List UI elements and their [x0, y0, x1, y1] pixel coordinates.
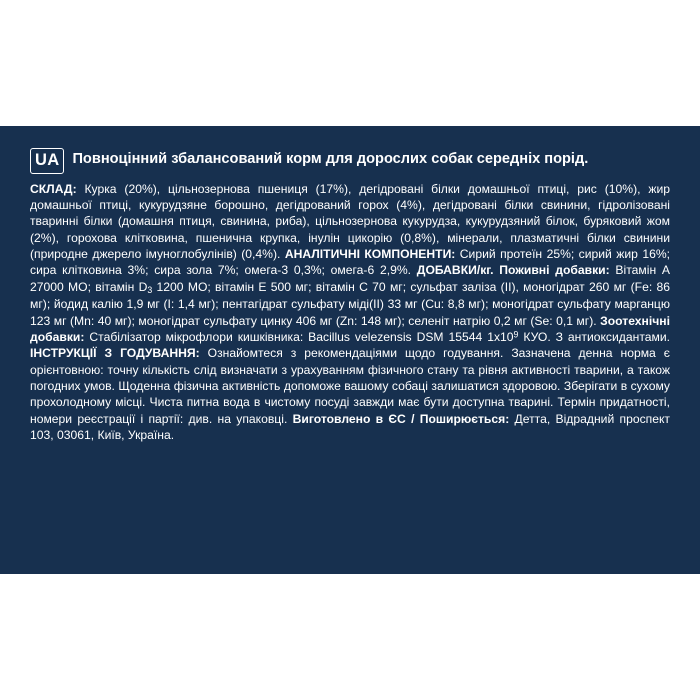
feeding-instructions-text: Ознайомтеся з рекомендаціями щодо годування. Зазначена денна норма є орієнтовною: точну кількість слід визначати з урахуванням фізичного стану та рівня активності тварини, а також погодних умов. Щоденна фізична активність допоможе вашому собаці залишатися здоровою. Зберігати в сухому прохолодному місці. Чиста питна вода в чистому посуді завжди має бути доступна тварині. Термін придатності, номери реєстрації і партії: див. на упаковці.: [30, 346, 670, 426]
feeding-instructions-heading: ІНСТРУКЦІЇ З ГОДУВАННЯ:: [30, 346, 200, 361]
nutritional-additives-text: Вітамін А 27000 МО; вітамін D: [30, 263, 671, 294]
analytical-text: Сирий протеїн 25%; сирий жир 16%; сира клітковина 3%; сира зола 7%; омега-3 0,3%; омега-6 2,9%.: [30, 246, 671, 278]
language-badge: UA: [30, 148, 64, 174]
cfu-exponent: 9: [513, 329, 519, 340]
composition-heading: СКЛАД:: [30, 181, 77, 196]
page-title: Повноцінний збалансований корм для дорослих собак середніх порід.: [72, 151, 589, 167]
zootechnical-additives-heading: Зоотехнічні добавки:: [30, 313, 670, 344]
manufacturer-text: Детта, Відрадний проспект 103, 03061, Київ, Україна.: [30, 411, 670, 442]
vitamin-d3-subscript: 3: [147, 284, 153, 295]
nutritional-additives-heading: Поживні добавки:: [499, 263, 610, 278]
label-paragraph: [30, 181, 670, 444]
label-body-text: [30, 181, 670, 444]
zootechnical-additives-text-cont: КУО. З антиоксидантами.: [518, 329, 670, 344]
analytical-heading: АНАЛІТИЧНІ КОМПОНЕНТИ:: [284, 246, 456, 261]
nutrition-label-panel: [0, 126, 700, 574]
nutritional-additives-text-cont: 1200 МО; вітамін Е 500 мг; вітамін С 70 мг; сульфат заліза (ІІ), моногідрат 260 мг (Fe: 86 мг); йодид калію 1,9 мг (I: 1,4 мг); пентагідрат сульфату міді(II) 33 мг (Cu: 8,8 мг); моногідрат сульфату марганцю 123 мг (Mn: 40 мг); моногідрат сульфату цинку 406 мг (Zn: 148 мг); селеніт натрію 0,2 мг (Se: 0,1 мг).: [30, 279, 670, 328]
additives-heading: ДОБАВКИ/кг.: [416, 263, 494, 278]
composition-text: Курка (20%), цільнозернова пшениця (17%), дегідровані білки домашньої птиці, рис (10%), жир домашньої птиці, кукурудзяне борошно, дегідрований горох (4%), дегідровані білки свинини, гідролізовані тваринні білки (домашня птиця, свинина, риба), цільнозернова кукурудза, кукурудзяний білок, буряковий жом (2%), горохова клітковина, пшенична крупка, інулін цикорію (0,8%), мінерали, плазматичні білки свинини (природне джерело імуноглобулінів) (0,4%).: [30, 181, 670, 261]
manufacturer-heading: Виготовлено в ЄС / Поширюється:: [292, 411, 510, 426]
zootechnical-additives-text: Стабілізатор мікрофлори кишківника: Bacillus velezensis DSM 15544 1x10: [84, 329, 514, 344]
headline-row: [30, 148, 670, 174]
